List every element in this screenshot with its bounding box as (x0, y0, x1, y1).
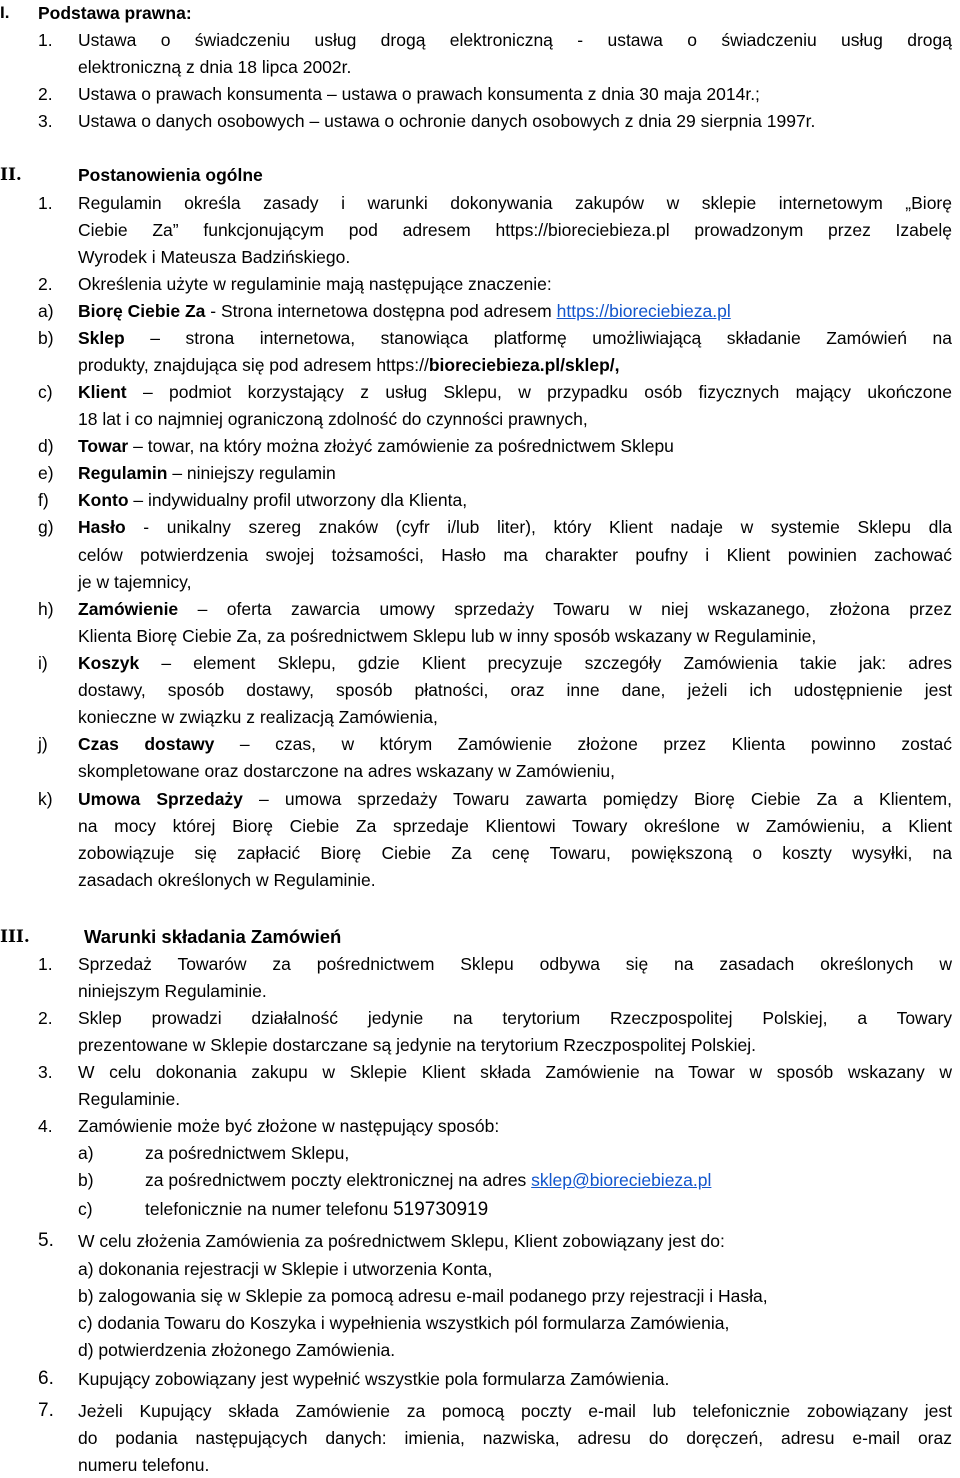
definition-k: k) Umowa Sprzedaży – umowa sprzedaży Towaru zawarta pomiędzy Biorę Ciebie Za a Klientem, (38, 789, 952, 809)
paragraph-2: 2. Określenia użyte w regulaminie mają następujące znaczenie: (38, 274, 552, 294)
email-link[interactable]: sklep@bioreciebieza.pl (531, 1170, 712, 1190)
list-item: 7. Jeżeli Kupujący składa Zamówienie za pomocą poczty e-mail lub telefonicznie zobowiązany jest (38, 1400, 952, 1421)
section-1-heading (0, 0, 960, 26)
definition-d: d) Towar – towar, na który można złożyć zamówienie za pośrednictwem Sklepu (38, 436, 674, 456)
sub-item: c) telefonicznie na numer telefonu 519730919 (78, 1199, 489, 1220)
section-title: Podstawa prawna: (38, 3, 192, 23)
section-number: II. (0, 165, 22, 185)
section-title: Warunki składania Zamówień (84, 926, 342, 947)
definition-f: f) Konto – indywidualny profil utworzony dla Klienta, (38, 490, 468, 510)
list-item: 1. Sprzedaż Towarów za pośrednictwem Sklepu odbywa się na zasadach określonych w (38, 954, 952, 974)
section-number: I. (0, 3, 10, 22)
list-item: 6. Kupujący zobowiązany jest wypełnić wszystkie pola formularza Zamówienia. (38, 1368, 670, 1389)
section-title: Postanowienia ogólne (78, 165, 263, 185)
sub-item: b) za pośrednictwem poczty elektronicznej na adres sklep@bioreciebieza.pl (78, 1170, 712, 1190)
section-3-heading (0, 924, 960, 950)
section-number: III. (0, 927, 30, 947)
list-item-continued: elektroniczną z dnia 18 lipca 2002r. (78, 57, 352, 77)
site-link[interactable]: https://bioreciebieza.pl (556, 301, 731, 321)
list-item: 3. W celu dokonania zakupu w Sklepie Klient składa Zamówienie na Towar w sposób wskazany w (38, 1062, 952, 1082)
list-item: 5. W celu złożenia Zamówienia za pośrednictwem Sklepu, Klient zobowiązany jest do: (38, 1230, 725, 1251)
definition-e: e) Regulamin – niniejszy regulamin (38, 463, 336, 483)
list-item: 3. Ustawa o danych osobowych – ustawa o ochronie danych osobowych z dnia 29 sierpnia 1997r. (38, 111, 816, 131)
sub-item: a) za pośrednictwem Sklepu, (78, 1143, 350, 1163)
list-item: 2. Ustawa o prawach konsumenta – ustawa o prawach konsumenta z dnia 30 maja 2014r.; (38, 84, 760, 104)
definition-h: h) Zamówienie – oferta zawarcia umowy sprzedaży Towaru w niej wskazanego, złożona przez (38, 599, 952, 619)
definition-c: c) Klient – podmiot korzystający z usług Sklepu, w przypadku osób fizycznych mający ukończone (38, 382, 952, 402)
phone-number: 519730919 (393, 1199, 489, 1220)
list-item: 4. Zamówienie może być złożone w następujący sposób: (38, 1116, 500, 1136)
definition-j: j) Czas dostawy – czas, w którym Zamówienie złożone przez Klienta powinno zostać (38, 734, 952, 754)
definition-i: i) Koszyk – element Sklepu, gdzie Klient precyzuje szczegóły Zamówienia takie jak: adres (38, 653, 952, 673)
list-item: 1. Ustawa o świadczeniu usług drogą elektroniczną - ustawa o świadczeniu usług drogą (38, 30, 952, 50)
definition-b: b) Sklep – strona internetowa, stanowiąca platformę umożliwiającą składanie Zamówień na (38, 328, 952, 348)
definition-g: g) Hasło - unikalny szereg znaków (cyfr i/lub liter), który Klient nadaje w systemie Sklepu dla (38, 517, 952, 537)
paragraph-1: 1. Regulamin określa zasady i warunki dokonywania zakupów w sklepie internetowym „Biorę (38, 193, 952, 213)
list-item: 2. Sklep prowadzi działalność jedynie na terytorium Rzeczpospolitej Polskiej, a Towary (38, 1008, 952, 1028)
section-2-heading (0, 162, 960, 188)
definition-a: a) Biorę Ciebie Za - Strona internetowa dostępna pod adresem https://bioreciebieza.pl (38, 301, 731, 321)
